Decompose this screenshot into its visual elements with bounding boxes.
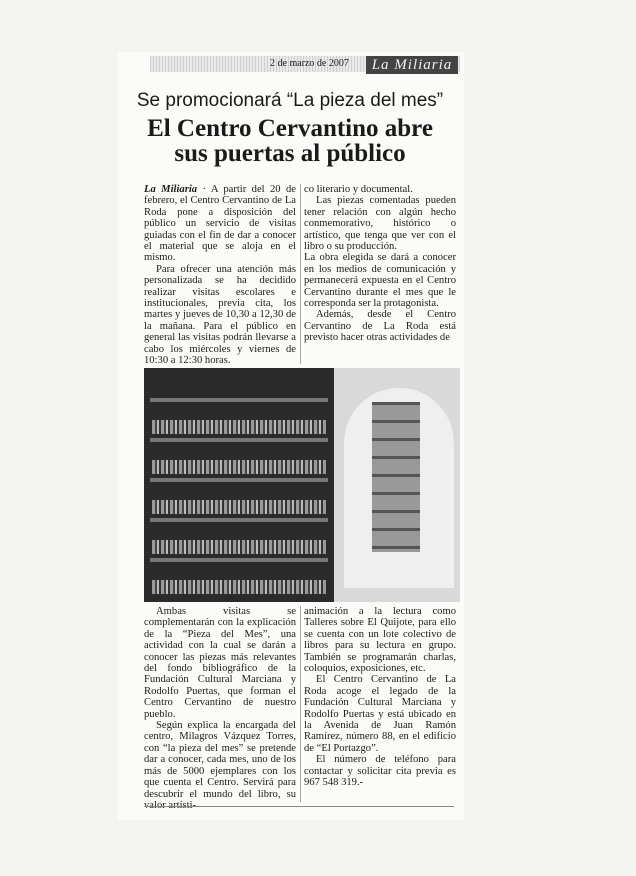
- shelf-row: [150, 398, 328, 402]
- paragraph: Ambas visitas se complementarán con la explicación de la “Pieza del Mes”, una actividad con la cual se darán a conocer las piezas más relevantes del fondo bibliográfico de la Fundación Cultural Marciana y Rodolfo Puertas, que forman el Centro Cervantino de nuestro pueblo.: [144, 606, 296, 720]
- bottom-rule: [144, 806, 454, 807]
- column-4: [304, 606, 456, 789]
- shelf-row: [150, 518, 328, 522]
- column-divider: [300, 606, 301, 802]
- book-row: [152, 580, 326, 594]
- book-row: [152, 540, 326, 554]
- paragraph: Además, desde el Centro Cervantino de La Roda está previsto hacer otras actividades de: [304, 309, 456, 344]
- column-divider: [300, 184, 301, 364]
- bookshelf-right: [372, 402, 420, 552]
- headline-line-2: sus puertas al público: [174, 140, 406, 167]
- shelf-row: [150, 438, 328, 442]
- column-2: [304, 184, 456, 344]
- paragraph: [144, 184, 296, 264]
- article-headline: [120, 116, 460, 166]
- paragraph-text: · A partir del 20 de febrero, el Centro Cervantino de La Roda pone a disposición del público un servicio de visitas guiadas con el fin de dar a conocer el material que se aloja en el mismo.: [144, 184, 296, 264]
- column-3: [144, 606, 296, 811]
- column-1: [144, 184, 296, 367]
- library-bookshelves-photo: [144, 368, 460, 602]
- newspaper-brand: La Miliaria: [366, 56, 458, 74]
- book-row: [152, 500, 326, 514]
- headline-line-1: El Centro Cervantino abre: [147, 115, 433, 142]
- paragraph: La obra elegida se dará a conocer en los medios de comunicación y permanecerá expuesta en el Centro Cervantino durante el mes que le corresponda ser la protagonista.: [304, 252, 456, 310]
- article-kicker: Se promocionará “La pieza del mes”: [136, 90, 444, 111]
- paragraph: El número de teléfono para contactar y solicitar cita previa es 967 548 319.-: [304, 754, 456, 789]
- shelf-row: [150, 558, 328, 562]
- paragraph: co literario y documental.: [304, 184, 413, 195]
- paragraph: Según explica la encargada del centro, Milagros Vázquez Torres, con “la pieza del mes” se pretende dar a conocer, cada mes, uno de los más de 5000 ejemplares con los que cuenta el Centro. Servirá para descubrir el mundo del libro, su: [144, 720, 296, 800]
- paragraph: animación a la lectura como Talleres sobre El Quijote, para ello se cuenta con un lote colectivo de libros para su lectura en grupo. También se programarán charlas, coloquios, exposiciones, etc.: [304, 606, 456, 675]
- shelf-row: [150, 478, 328, 482]
- book-row: [152, 460, 326, 474]
- bookshelf-left: [144, 368, 334, 602]
- paragraph: Las piezas comentadas pueden tener relación con algún hecho conmemorativo, histórico o artístico, que tenga que ver con el libro o su producción.: [304, 195, 456, 253]
- publication-date: 2 de marzo de 2007: [270, 58, 349, 69]
- book-row: [152, 420, 326, 434]
- paragraph: Para ofrecer una atención más personalizada se ha decidido realizar visitas escolares e institucionales, previa cita, los martes y jueves de 10,30 a 12,30 de la mañana. Para el público en general las visitas podrán llevarse a cabo los miércoles y viernes de 10:30 a 12:30 horas.: [144, 263, 296, 367]
- lead-source: La Miliaria: [144, 184, 198, 195]
- paragraph: El Centro Cervantino de La Roda acoge el legado de la Fundación Cultural Marciana y Rodolfo Puertas y está ubicado en la Avenida de Juan Ramón Ramírez, número 88, en el edificio de “El Portazgo”.: [304, 674, 456, 754]
